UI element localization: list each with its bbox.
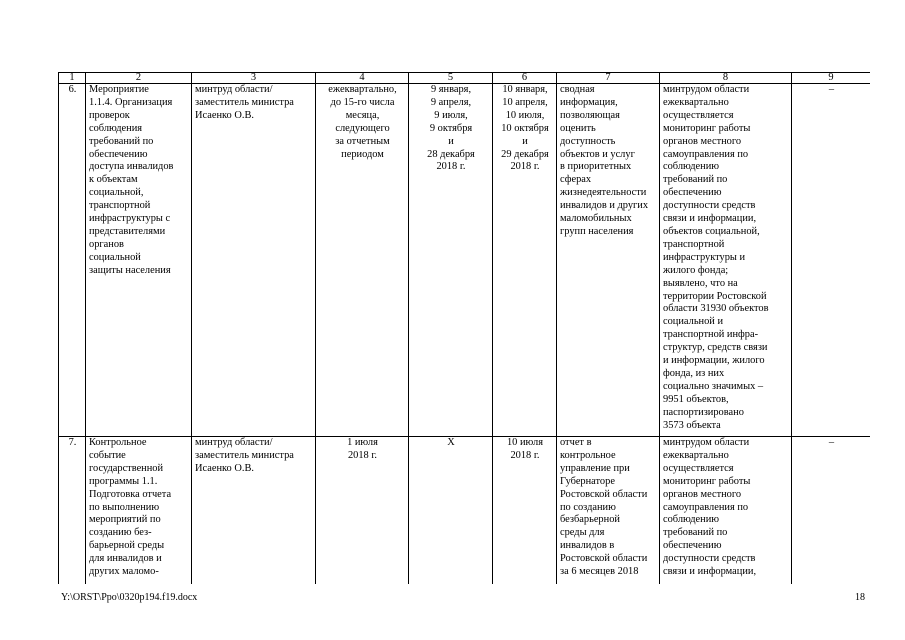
report-table <box>58 72 870 584</box>
col-header-7: 7 <box>557 73 660 84</box>
event-cell: Мероприятие 1.1.4. Организация проверок соблюдения требований по обеспечению доступа инвалидов к объектам социальной, транспортной инфраструктуры с представителями органов социальной защиты населения <box>86 84 192 437</box>
table-row <box>59 437 871 585</box>
note-cell: – <box>792 84 871 437</box>
plan-date-cell: Х <box>409 437 493 585</box>
col-header-2: 2 <box>86 73 192 84</box>
footer-page-number: 18 <box>855 592 865 603</box>
note-cell: – <box>792 437 871 585</box>
event-cell: Контрольное событие государственной программы 1.1. Подготовка отчета по выполнению мероприятий по созданию без- барьерной среды для инвалидов и других маломо- <box>86 437 192 585</box>
col-header-8: 8 <box>660 73 792 84</box>
result-cell: сводная информация, позволяющая оценить доступность объектов и услуг в приоритетных сферах жизнедеятельности инвалидов и других маломобильных групп населения <box>557 84 660 437</box>
col-header-3: 3 <box>192 73 316 84</box>
row-number: 6. <box>59 84 86 437</box>
result-cell: отчет в контрольное управление при Губернаторе Ростовской области по созданию безбарьерной среды для инвалидов в Ростовской области за 6 месяцев 2018 <box>557 437 660 585</box>
info-cell: минтрудом области ежеквартально осуществляется мониторинг работы органов местного самоуправления по соблюдению требований по обеспечению доступности средств связи и информации, объектов социальной, транспортной инфраструктуры и жилого фонда; выявлено, что на территории Ростовской области 31930 объектов социальной и транспортной инфра- структур, средств связи и информации, жилого фонда, из них социально значимых – 9951 объектов, паспортизировано 3573 объекта <box>660 84 792 437</box>
row-number: 7. <box>59 437 86 585</box>
col-header-9: 9 <box>792 73 871 84</box>
column-number-row <box>59 73 871 84</box>
report-table-wrapper <box>58 72 870 584</box>
col-header-5: 5 <box>409 73 493 84</box>
col-header-6: 6 <box>493 73 557 84</box>
footer-file-path: Y:\ORST\Ppo\0320p194.f19.docx <box>61 592 198 603</box>
responsible-cell: минтруд области/ заместитель министра Исаенко О.В. <box>192 437 316 585</box>
col-header-4: 4 <box>316 73 409 84</box>
fact-date-cell: 10 июля 2018 г. <box>493 437 557 585</box>
period-cell: 1 июля 2018 г. <box>316 437 409 585</box>
col-header-1: 1 <box>59 73 86 84</box>
period-cell: ежеквартально, до 15-го числа месяца, следующего за отчетным периодом <box>316 84 409 437</box>
plan-date-cell: 9 января, 9 апреля, 9 июля, 9 октября и 28 декабря 2018 г. <box>409 84 493 437</box>
fact-date-cell: 10 января, 10 апреля, 10 июля, 10 октября и 29 декабря 2018 г. <box>493 84 557 437</box>
info-cell: минтрудом области ежеквартально осуществляется мониторинг работы органов местного самоуправления по соблюдению требований по обеспечению доступности средств связи и информации, <box>660 437 792 585</box>
responsible-cell: минтруд области/ заместитель министра Исаенко О.В. <box>192 84 316 437</box>
table-row <box>59 84 871 437</box>
